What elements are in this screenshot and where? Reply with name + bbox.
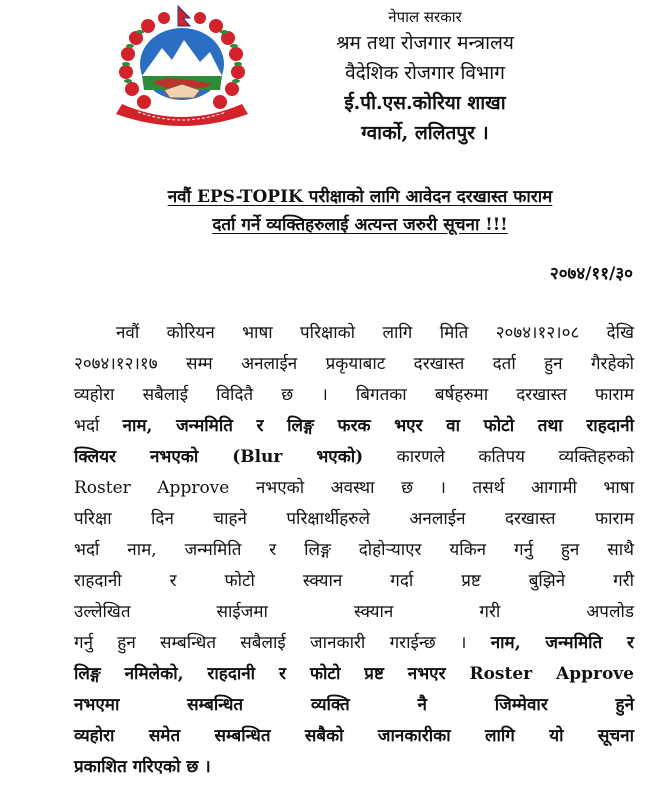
body-line: Roster Approve नभएको अवस्था छ । तसर्थ आगामी भाषा bbox=[74, 478, 634, 498]
body-line bbox=[74, 628, 634, 659]
notice-title-line1: नवौं EPS-TOPIK परीक्षाको लागि आवेदन दरखास्त फाराम bbox=[167, 187, 553, 207]
body-line: व्यहोरा समेत सम्बन्धित सबैको जानकारीका लागि यो सूचना bbox=[74, 726, 634, 746]
office-address: ग्वार्को, ललितपुर । bbox=[361, 122, 489, 144]
body-line bbox=[74, 411, 634, 442]
body-line: उल्लेखित साईजमा स्क्यान गरी अपलोड bbox=[74, 602, 634, 622]
branch-name: ई.पी.एस.कोरिया शाखा bbox=[344, 92, 506, 114]
body-bold-text: नाम, जन्ममिति र bbox=[490, 633, 635, 653]
ministry-name: श्रम तथा रोजगार मन्त्रालय bbox=[336, 32, 514, 54]
notice-date: २०७४/११/३० bbox=[549, 264, 633, 284]
notice-body bbox=[74, 318, 634, 783]
body-line: नवौं कोरियन भाषा परिक्षाको लागि मिति २०७४।१२।०८ देखि bbox=[116, 323, 634, 343]
notice-title bbox=[60, 183, 655, 239]
body-line: २०७४।१२।१७ सम्म अनलाईन प्रकृयाबाट दरखास्त दर्ता हुन गैरहेको bbox=[74, 354, 634, 374]
body-text: भर्दा bbox=[74, 416, 123, 436]
govt-name: नेपाल सरकार bbox=[388, 8, 462, 26]
body-bold-text: क्लियर नभएको (Blur भएको) bbox=[74, 447, 364, 467]
body-line: व्यहोरा सबैलाई विदितै छ । बिगतका बर्षहरुमा दरखास्त फाराम bbox=[74, 385, 634, 405]
body-line: राहदानी र फोटो स्क्यान गर्दा प्रष्ट बुझिने गरी bbox=[74, 571, 634, 591]
nepal-emblem-icon bbox=[108, 4, 256, 132]
body-line: भर्दा नाम, जन्ममिति र लिङ्ग दोहोऱ्याएर यकिन गर्नु हुन साथै bbox=[74, 540, 634, 560]
letterhead bbox=[260, 6, 590, 148]
body-line bbox=[74, 442, 634, 473]
body-line: लिङ्ग नमिलेको, राहदानी र फोटो प्रष्ट नभएर Roster Approve bbox=[74, 664, 634, 684]
body-line: प्रकाशित गरिएको छ । bbox=[74, 757, 211, 777]
body-line: परिक्षा दिन चाहने परिक्षार्थीहरुले अनलाईन दरखास्त फाराम bbox=[74, 509, 634, 529]
body-line: नभएमा सम्बन्धित व्यक्ति नै जिम्मेवार हुने bbox=[74, 695, 634, 715]
body-text: गर्नु हुन सम्बन्धित सबैलाई जानकारी गराईन्छ । bbox=[74, 633, 491, 653]
body-bold-text: नाम, जन्ममिति र लिङ्ग फरक भएर वा फोटो तथा राहदानी bbox=[122, 416, 634, 436]
department-name: वैदेशिक रोजगार विभाग bbox=[345, 62, 505, 84]
body-text: कारणले कतिपय व्यक्तिहरुको bbox=[363, 447, 634, 467]
notice-title-line2: दर्ता गर्ने व्यक्तिहरुलाई अत्यन्त जरुरी सूचना !!! bbox=[212, 215, 508, 235]
